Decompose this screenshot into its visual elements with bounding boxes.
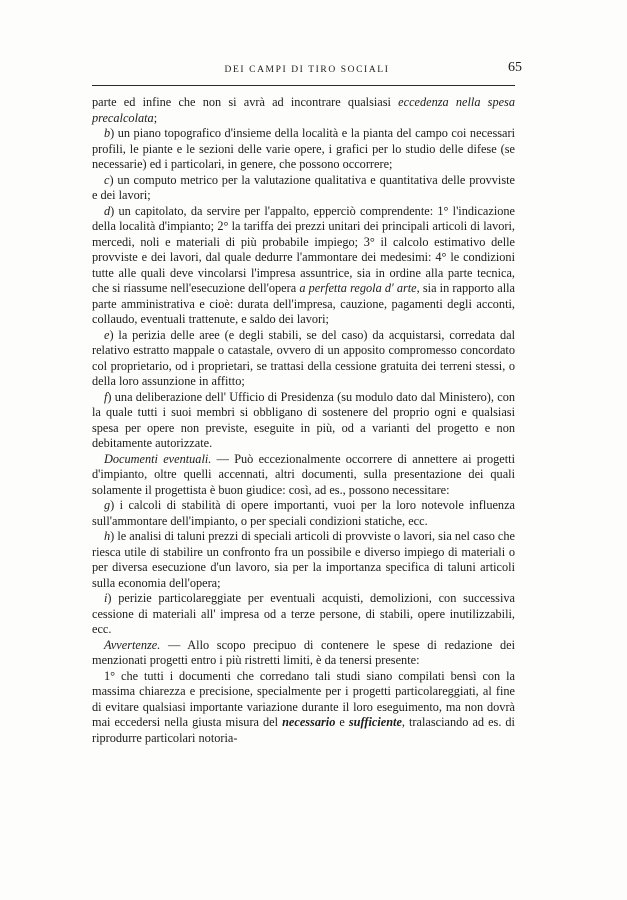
italic-text: d [104,203,111,218]
italic-text: e [104,327,110,342]
italic-text: Avvertenze. [104,637,161,652]
text-run: ) perizie particolareggiate per eventuali acquisti, demolizioni, con successiva cessione di materiali all' impresa od a terze persone, di stabili, opere inutilizzabili, ecc. [92,591,515,636]
italic-text: eccedenza nella spesa precalcolata [92,95,515,125]
paragraph [92,498,515,529]
italic-text: f [104,389,108,404]
text-run: ) un computo metrico per la valutazione qualitativa e quantitativa delle provviste e dei lavori; [92,172,515,202]
paragraph [92,529,515,591]
bold-italic-text: necessario [282,715,336,729]
paragraph [92,328,515,390]
paragraph [92,126,515,173]
text-run: — Allo scopo precipuo di contenere le spese di redazione dei menzionati progetti entro i più ristretti limiti, è da tenersi presente: [92,637,515,667]
italic-text: a perfetta regola d' arte, [299,281,420,295]
text-run: ) le analisi di taluni prezzi di speciali articoli di provviste o lavori, sia nel caso che riesca utile di stabilire un confronto fra un possibile e diverso impiego di materiali o per diversa esecuzione d'un lavoro, sia per la importanza specifica di taluni articoli sulla economia dell'opera; [92,529,515,590]
text-run: ) un piano topografico d'insieme della località e la pianta del campo coi necessari profili, le piante e le sezioni delle varie opere, i grafici per lo studio delle difese (se necessarie) ed i particolari, in genere, che possono occorrere; [92,126,515,171]
text-run: — Può eccezionalmente occorrere di annettere ai progetti d'impianto, oltre quelli accennati, altri documenti, sulla presentazione dei quali solamente il progettista è buon giudice: così, ad es., possono necessitare: [92,451,515,497]
paragraph [92,591,515,638]
text-run: e [335,715,349,729]
header-rule [92,85,515,86]
italic-text: c [104,172,110,187]
text-run: 1° che tutti i documenti che corredano tali studi siano compilati bensì con la massima chiarezza e precisione, specialmente per i progetti particolareggiati, al fine di evitare qualsiasi importante variazione durante il loro eseguimento, ma non dovrà mai eccedersi nella giusta misura del [92,668,515,729]
text-run: ) i calcoli di stabilità di opere importanti, vuoi per la loro notevole influenza sull'ammontare dell'impianto, o per speciali condizioni statiche, ecc. [92,498,515,528]
paragraph [92,669,515,747]
running-head [92,60,522,80]
bold-italic-text: sufficiente [348,715,402,729]
running-title: DEI CAMPI DI TIRO SOCIALI [224,65,390,75]
italic-text: i [104,591,108,605]
text-run: , tralasciando ad es. di riprodurre particolari notoria- [92,715,515,745]
text-run: parte ed infine che non si avrà ad incontrare qualsiasi [92,95,399,109]
italic-text: b [104,126,111,140]
text-run: ) la perizia delle aree (e degli stabili, se del caso) da acquistarsi, corredata dal relativo estratto mappale o catastale, ovvero di un apposito compromesso concordato col proprietario, od i proprietari, se trattasi della cessione gratuita dei terreni stessi, o della loro assunzione in affitto; [92,327,515,388]
paragraph [92,390,515,452]
body-text [92,95,515,746]
text-run: sia in rapporto alla parte amministrativa e cioè: durata dell'impresa, cauzione, pagamenti degli acconti, collaudo, eventuali trattenute, e saldo dei lavori; [92,281,515,326]
text-run: ; [153,110,158,125]
italic-text: h [104,529,111,543]
paragraph [92,173,515,204]
paragraph [92,95,515,126]
text-run: ) una deliberazione dell' Ufficio di Presidenza (su modulo dato dal Ministero), con la quale tutti i suoi membri si obbligano di sostenere del proprio ogni e qualsiasi spesa per opere non previste, eseguite in più, od a varianti del progetto e non debitamente autorizzate. [92,389,515,450]
paragraph [92,204,515,328]
italic-text: Documenti eventuali. [104,451,212,466]
paragraph [92,638,515,669]
paragraph [92,452,515,499]
page-number: 65 [508,60,522,75]
italic-text: g [104,498,111,512]
text-run: ) un capitolato, da servire per l'appalto, epperciò comprendente: 1° l'indicazione della località d'impianto; 2° la tariffa dei prezzi unitari dei principali articoli di lavori, mercedi, noli e materiali di più probabile impiego; 3° il calcolo estimativo delle provviste e dei lavori, dal quale dedurre l'ammontare dei medesimi: 4° le condizioni tutte alle quali deve vincolarsi l'impresa assuntrice, sia in ordine alla parte tecnica, che si riassume nell'esecuzione dell'opera [92,203,515,295]
